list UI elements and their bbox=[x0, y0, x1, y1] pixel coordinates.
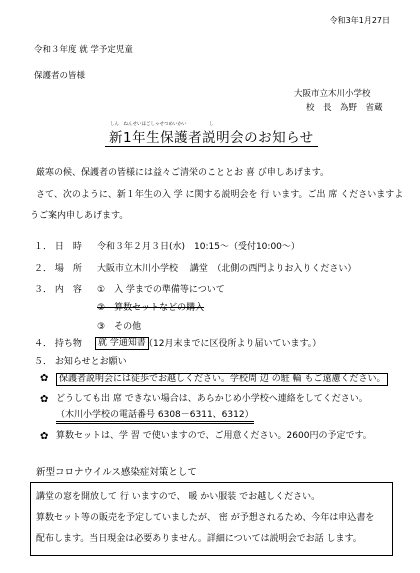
covid-heading: 新型コロナウイルス感染症対策として bbox=[36, 467, 197, 478]
title-ruby: しん ねんせいほごしゃせつめいかい し bbox=[110, 122, 214, 127]
date: 令和3年1月27日 bbox=[329, 16, 390, 25]
item-1-value: 令和３年２月３日(水) 10:15～（受付10:00～） bbox=[97, 242, 300, 252]
sender-school: 大阪市立木川小学校 bbox=[294, 89, 371, 99]
sender-principal: 校 長 為野 省蔵 bbox=[306, 103, 383, 113]
intro-line-3: うご案内申しあげます。 bbox=[30, 211, 129, 221]
page-title: 新1年生保護者説明会のお知らせ bbox=[105, 130, 318, 147]
note-2b: （木川小学校の電話番号 6308－6311、6312） bbox=[56, 410, 254, 424]
item-3-c: ③ その他 bbox=[97, 322, 142, 332]
item-4-label: ４． 持ち物 bbox=[34, 339, 82, 349]
covid-line-2: 算数セット等の販売を予定していましたが、 密 が予想されるため、今年は申込書を bbox=[36, 513, 375, 523]
item-2-label: ２． 場 所 bbox=[34, 264, 82, 274]
recipient-line-2: 保護者の皆様 bbox=[34, 71, 86, 81]
item-3-label: ３． 内 容 bbox=[34, 285, 82, 295]
star-icon: ✿ bbox=[40, 431, 49, 442]
star-icon: ✿ bbox=[40, 373, 49, 384]
intro-line-2: さて、次のように、新１年生の入 学 に関する説明会を 行 います。ご出 席 くださいますよ bbox=[36, 190, 404, 200]
item-2-value: 大阪市立木川小学校 講堂 （北側の西門よりお入りください） bbox=[97, 264, 357, 274]
item-3-b: ② 算数セットなどの購入 bbox=[97, 303, 205, 313]
item-4-box: 就 学通知書 bbox=[95, 337, 149, 350]
covid-line-3: 配布します。当日現金は必要ありません。詳細については説明会でお話 します。 bbox=[36, 534, 362, 544]
item-5-label: ５． お知らせとお願い bbox=[34, 357, 127, 367]
recipient-line-1: 令和３年度 就 学予定児童 bbox=[34, 45, 133, 55]
covid-line-1: 講堂の窓を開放して 行 いますので、 暖 かい服装 でお越しください。 bbox=[36, 492, 321, 502]
item-3-a: ① 入 学までの準備等について bbox=[97, 285, 225, 295]
note-2a: どうしても出 席 できない場合は、あらかじめ小学校へ連絡をしてください。 bbox=[56, 394, 368, 404]
star-icon: ✿ bbox=[40, 394, 49, 405]
note-1: 保護者説明会には徒歩でお越しください。学校周 辺 の駐 輪 もご遠慮ください。 bbox=[56, 373, 388, 386]
intro-line-1: 厳寒の候、保護者の皆様には益々ご清栄のこととお 喜 び申しあげます。 bbox=[36, 168, 330, 178]
note-3: 算数セットは、学 習 で使いますので、ご用意ください。2600円の予定です。 bbox=[56, 431, 372, 441]
item-4-value: （12月末までに区役所より届いています。） bbox=[144, 339, 322, 349]
item-1-label: １． 日 時 bbox=[34, 242, 82, 252]
